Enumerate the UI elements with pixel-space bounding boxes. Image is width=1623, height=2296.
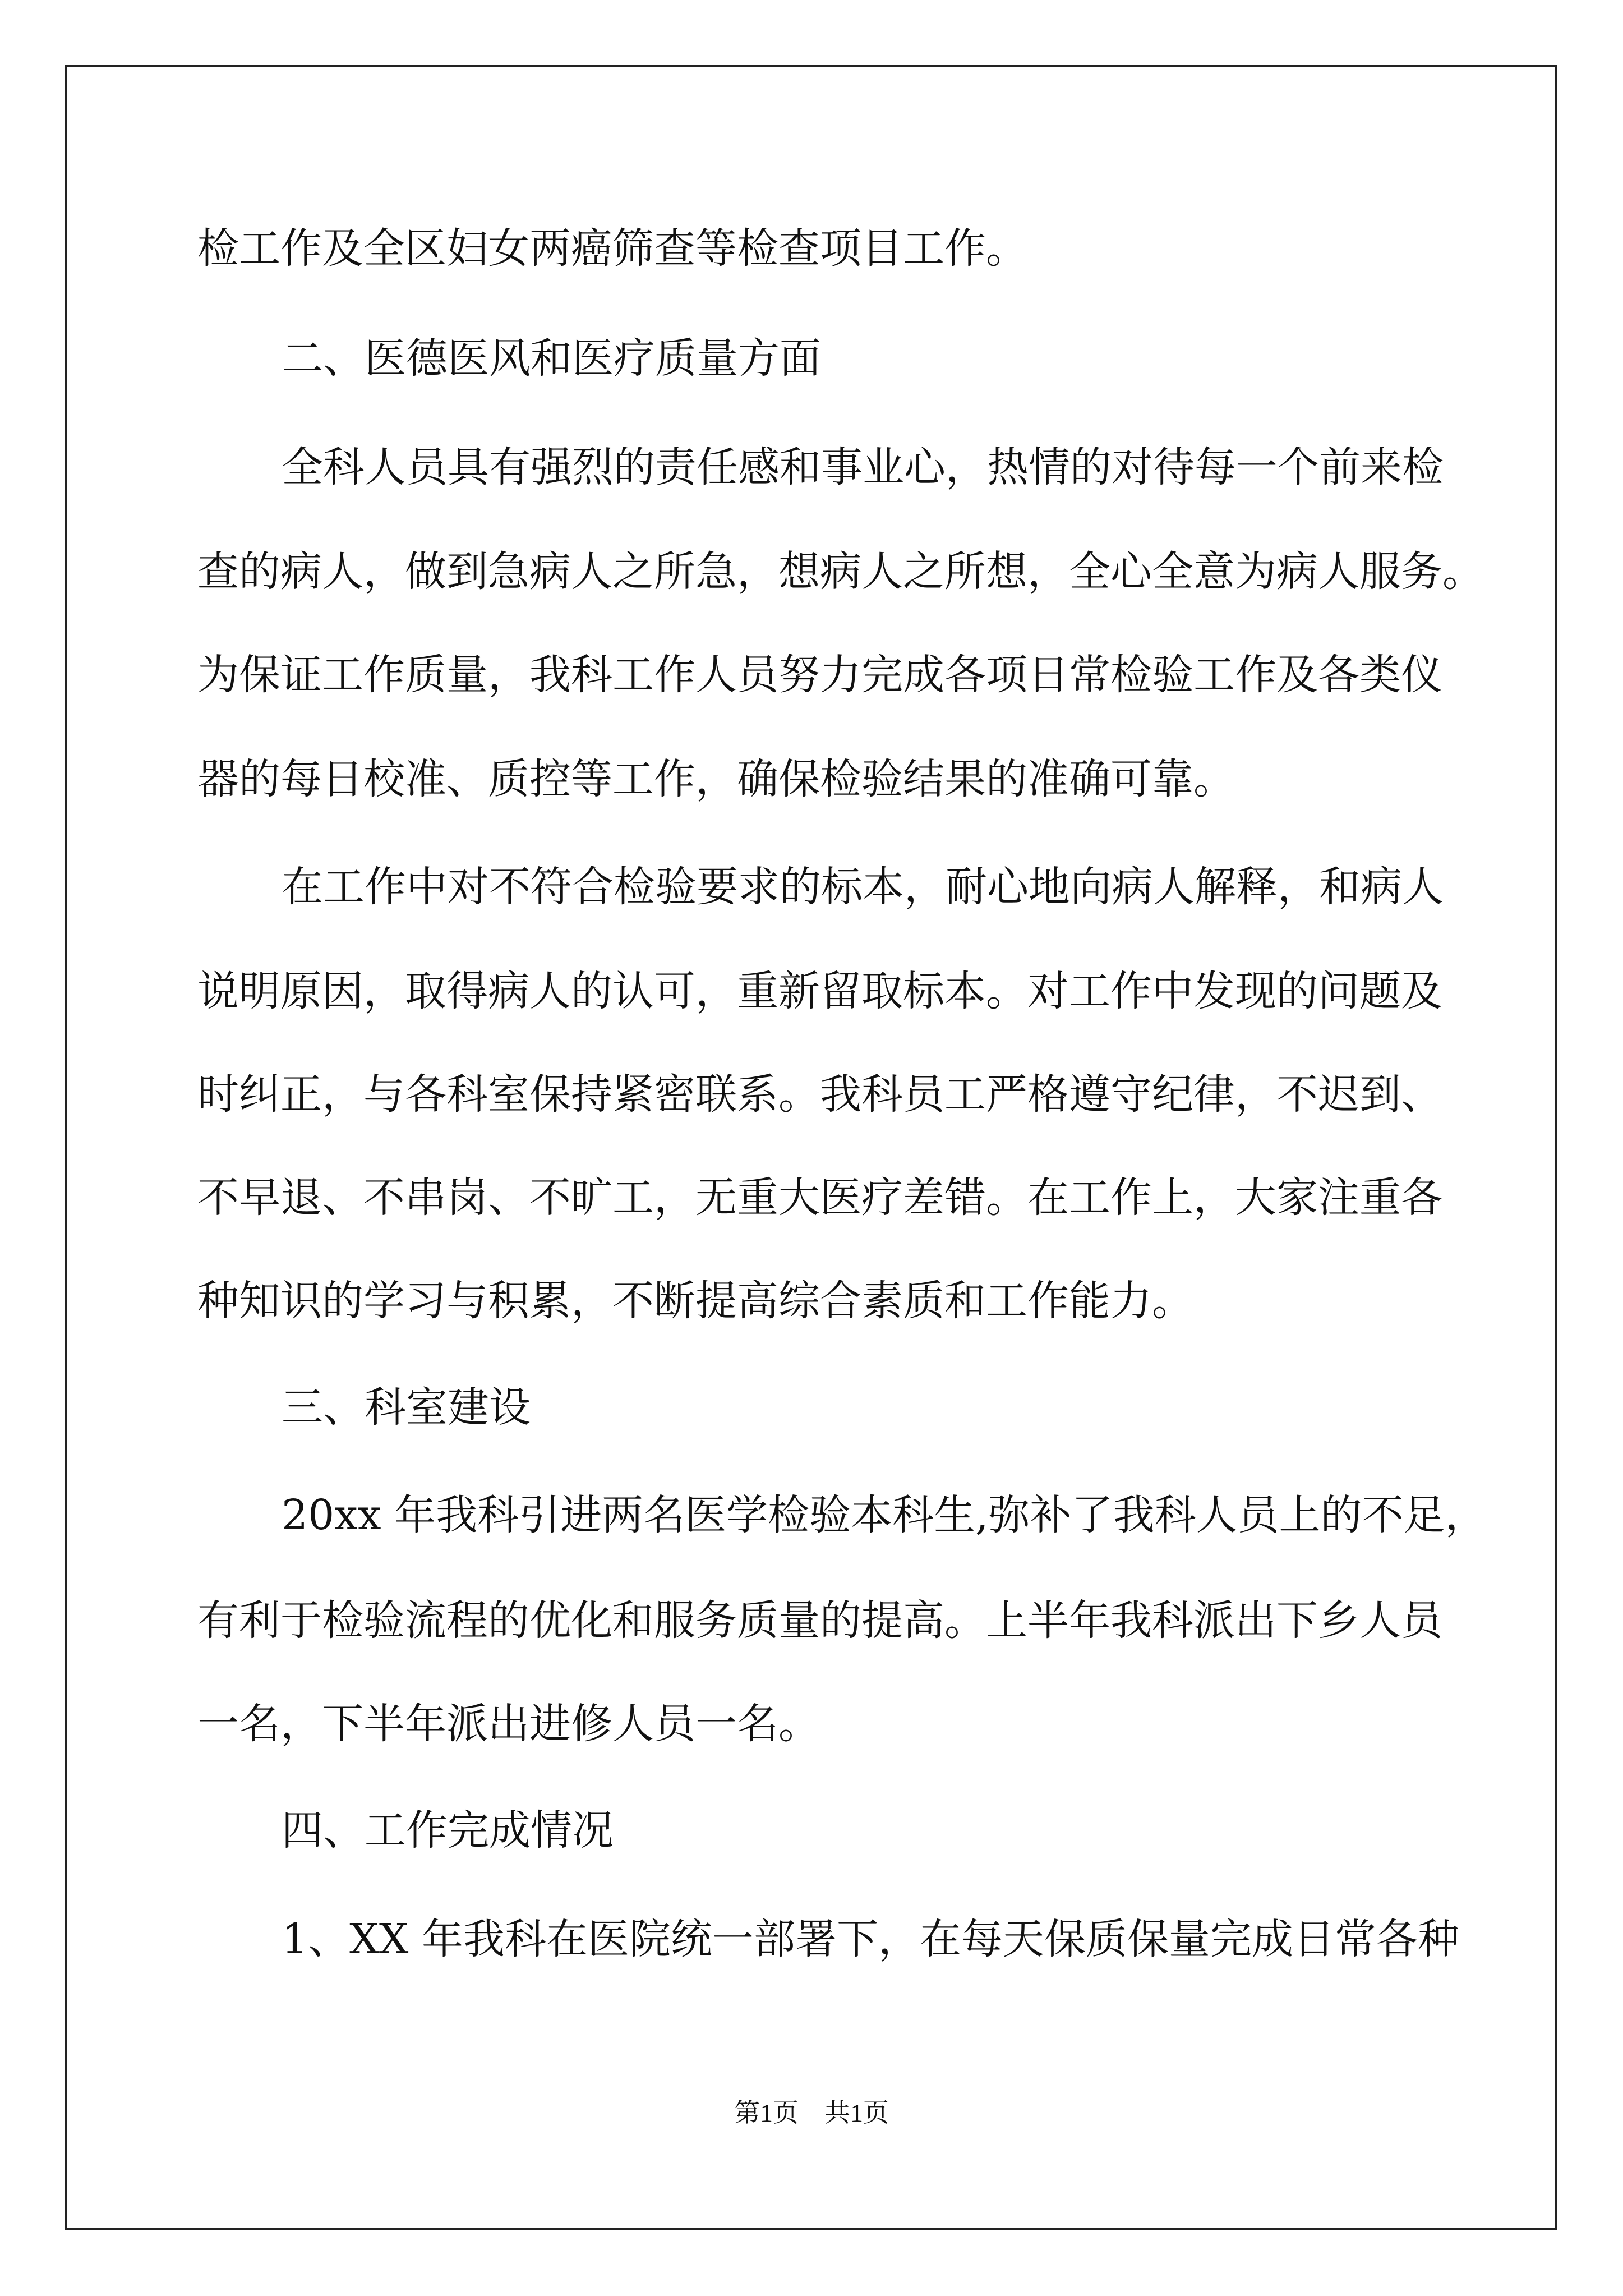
- text-line: 种知识的学习与积累，不断提高综合素质和工作能力。: [197, 1277, 1193, 1325]
- text-line: 有利于检验流程的优化和服务质量的提高。上半年我科派出下乡人员: [197, 1596, 1442, 1645]
- section-heading: 二、医德医风和医疗质量方面: [282, 334, 821, 383]
- section-heading: 三、科室建设: [282, 1383, 531, 1432]
- text-line: 全科人员具有强烈的责任感和事业心，热情的对待每一个前来检: [282, 443, 1444, 491]
- page-number-footer: 第1页 共1页: [734, 2099, 889, 2127]
- page-border: [65, 65, 1557, 2230]
- text-line: 为保证工作质量，我科工作人员努力完成各项日常检验工作及各类仪: [197, 651, 1442, 699]
- text-line: 1、XX 年我科在医院统一部署下，在每天保质保量完成日常各种: [282, 1915, 1459, 1963]
- text-line: 20xx 年我科引进两名医学检验本科生,弥补了我科人员上的不足，: [282, 1491, 1487, 1539]
- section-heading: 四、工作完成情况: [282, 1806, 614, 1855]
- text-line: 一名，下半年派出进修人员一名。: [197, 1700, 820, 1748]
- text-line: 说明原因，取得病人的认可，重新留取标本。对工作中发现的问题及: [197, 967, 1442, 1015]
- text-line: 不早退、不串岗、不旷工，无重大医疗差错。在工作上，大家注重各: [197, 1174, 1442, 1222]
- text-line: 查的病人，做到急病人之所急，想病人之所想，全心全意为病人服务。: [197, 547, 1484, 596]
- text-line: 器的每日校准、质控等工作，确保检验结果的准确可靠。: [197, 755, 1235, 803]
- text-line: 时纠正，与各科室保持紧密联系。我科员工严格遵守纪律，不迟到、: [197, 1070, 1442, 1119]
- text-line: 检工作及全区妇女两癌筛查等检查项目工作。: [197, 224, 1027, 273]
- text-line: 在工作中对不符合检验要求的标本，耐心地向病人解释，和病人: [282, 863, 1444, 911]
